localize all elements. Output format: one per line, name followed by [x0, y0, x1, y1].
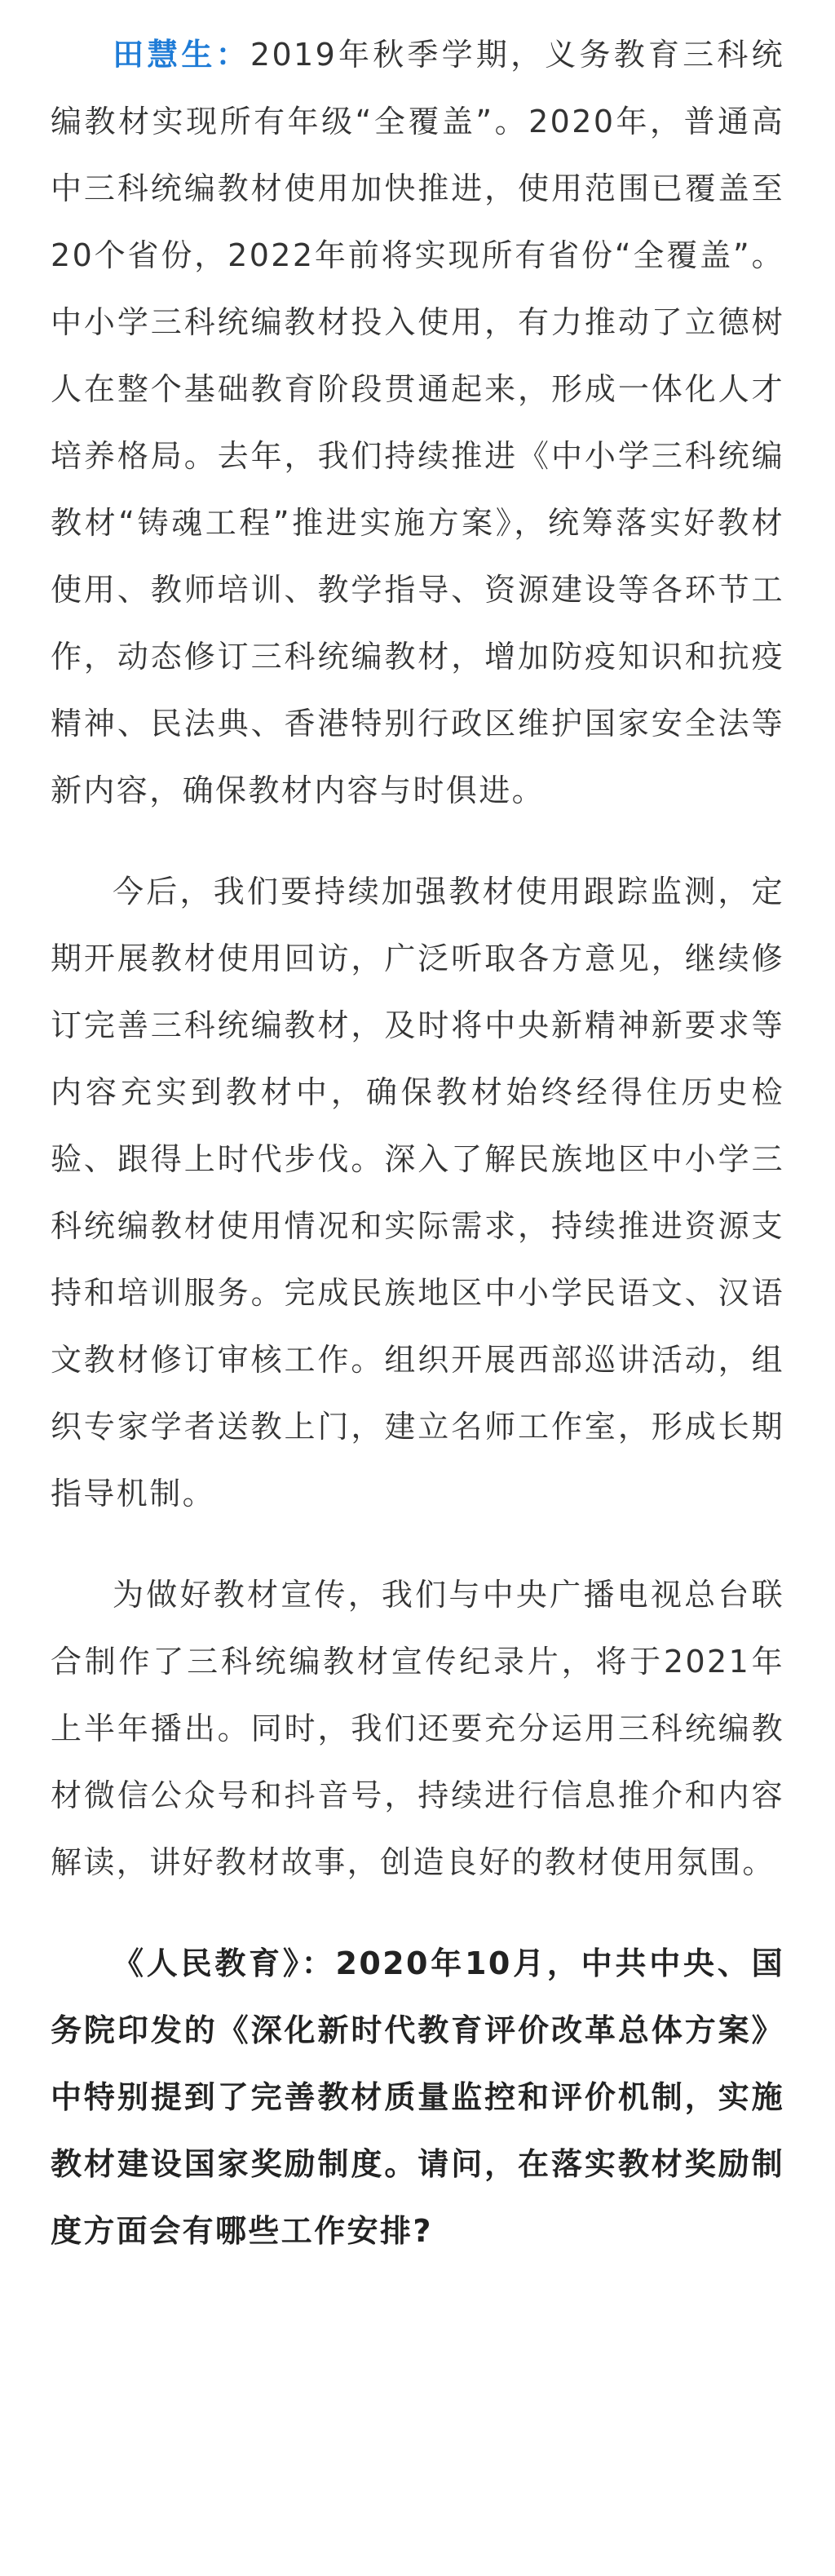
answer-paragraph-3 [51, 1561, 784, 1896]
answer-paragraph-2 [51, 858, 784, 1527]
question-text: 《人民教育》：2020年10月，中共中央、国务院印发的《深化新时代教育评价改革总体方案》中特别提到了完善教材质量监控和评价机制，实施教材建设国家奖励制度。请问，在落实教材奖励制度方面会有哪些工作安排? [51, 1945, 784, 2249]
question-paragraph [51, 1930, 784, 2264]
answer-paragraph-1 [51, 21, 784, 824]
paragraph-text: 2019年秋季学期，义务教育三科统编教材实现所有年级“全覆盖”。2020年，普通高中三科统编教材使用加快推进，使用范围已覆盖至20个省份，2022年前将实现所有省份“全覆盖”。中小学三科统编教材投入使用，有力推动了立德树人在整个基础教育阶段贯通起来，形成一体化人才培养格局。去年，我们持续推进《中小学三科统编教材“铸魂工程”推进实施方案》，统筹落实好教材使用、教师培训、教学指导、资源建设等各环节工作，动态修订三科统编教材，增加防疫知识和抗疫精神、民法典、香港特别行政区维护国家安全法等新内容，确保教材内容与时俱进。 [51, 37, 784, 808]
paragraph-text: 为做好教材宣传，我们与中央广播电视总台联合制作了三科统编教材宣传纪录片，将于2021年上半年播出。同时，我们还要充分运用三科统编教材微信公众号和抖音号，持续进行信息推介和内容解读，讲好教材故事，创造良好的教材使用氛围。 [51, 1577, 784, 1880]
paragraph-text: 今后，我们要持续加强教材使用跟踪监测，定期开展教材使用回访，广泛听取各方意见，继续修订完善三科统编教材，及时将中央新精神新要求等内容充实到教材中，确保教材始终经得住历史检验、跟得上时代步伐。深入了解民族地区中小学三科统编教材使用情况和实际需求，持续推进资源支持和培训服务。完成民族地区中小学民语文、汉语文教材修订审核工作。组织开展西部巡讲活动，组织专家学者送教上门，建立名师工作室，形成长期指导机制。 [51, 874, 784, 1512]
speaker-name: 田慧生： [113, 37, 250, 73]
